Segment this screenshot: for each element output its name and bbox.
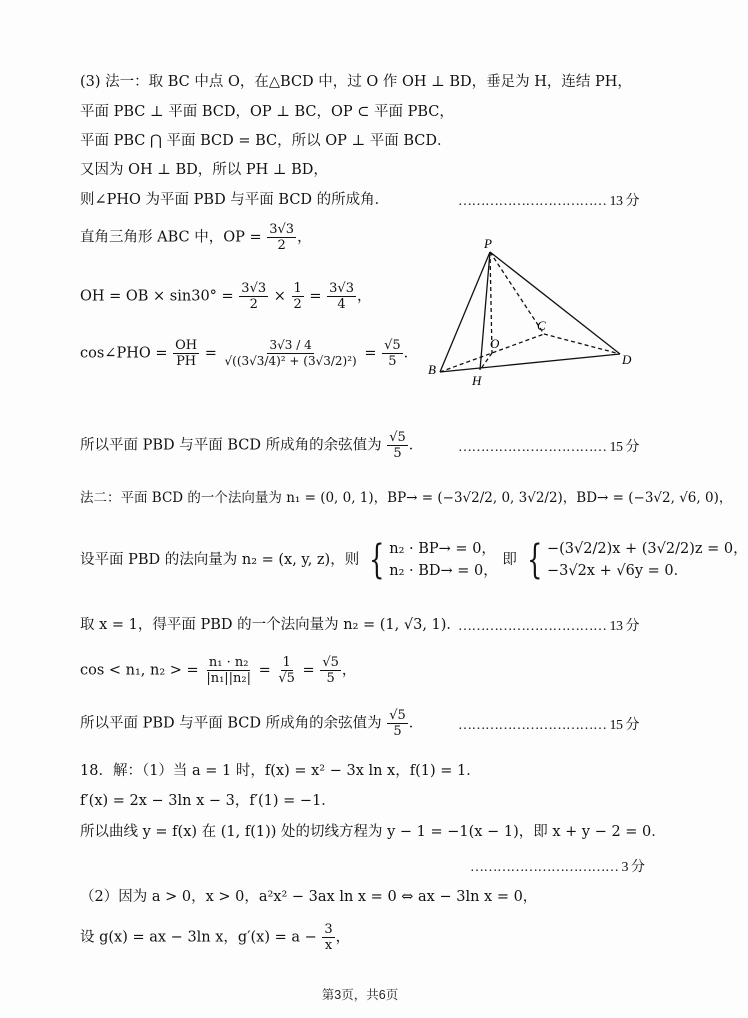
line-q18-part1: 18．解：（1）当 a = 1 时，f(x) = x² − 3x ln x，f(1) = 1．	[80, 763, 481, 779]
line-ph-perp: 又因为 OH ⊥ BD，所以 PH ⊥ BD，	[80, 162, 328, 178]
line-g-def: 设 g(x) = ax − 3ln x，g′(x) = a − $\frac{3}{x}$ ，	[80, 922, 351, 953]
pyramid-figure	[420, 232, 650, 392]
line-q18-part2: （2）因为 a > 0，x > 0，a²x² − 3ax ln x = 0 ⇔ ax − 3ln x = 0，	[80, 889, 538, 905]
page-footer: 第3页，共6页	[321, 988, 399, 1002]
label-c: C	[537, 318, 546, 333]
line-derivative: f′(x) = 2x − 3ln x − 3，f′(1) = −1．	[80, 793, 336, 809]
score-15-b: …………………………… 15 分	[458, 718, 639, 733]
line-method2-vectors: 法二：平面 BCD 的一个法向量为 n₁ = (0, 0, 1)，BP→ = (−3√2/2, 0, 3√2/2)，BD→ = (−3√2, √6, 0)，	[80, 490, 733, 506]
line-cos-pho: cos∠PHO = $\frac{OH}{PH}$ = $\frac{3√3 / 4}{\text{√((3√3/4)² + (3√3/2)²)}}$ = $\frac{√5}{5}$ ．	[80, 338, 419, 369]
line-angle-def: 则∠PHO 为平面 PBD 与平面 BCD 的所成角．	[80, 192, 390, 208]
line-normal-system: 设平面 PBD 的法向量为 n₂ = (x, y, z)，则 { n₂ · BP→ = 0， n₂ · BD→ = 0， 即 { −(3√2/2)x + (3√2/2)z = 0， −3√2x + √6y = 0．	[80, 537, 748, 583]
score-3: …………………………… 3 分	[470, 860, 645, 875]
label-b: B	[428, 362, 436, 377]
line-result-2: 所以平面 PBD 与平面 BCD 所成角的余弦值为 $\frac{√5}{5}$ ．	[80, 708, 424, 739]
line-cos-n1n2: cos < n₁, n₂ > = $\frac{\text{n₁ · n₂}}{\text{|n₁||n₂|}}$ = $\frac{1}{√5}$ = $\frac{√5}{5}$ ，	[80, 655, 357, 686]
fraction-op: $\frac{3√3}{2}$	[269, 222, 295, 253]
line-op-perp: 平面 PBC ⋂ 平面 BCD = BC，所以 OP ⊥ 平面 BCD．	[80, 133, 452, 149]
line-op-value: 直角三角形 ABC 中，OP = $\frac{3√3}{2}$ ，	[80, 222, 312, 253]
score-13-b: …………………………… 13 分	[458, 619, 639, 634]
line-planes-perp: 平面 PBC ⊥ 平面 BCD，OP ⊥ BC，OP ⊂ 平面 PBC，	[80, 104, 454, 120]
line-normal-n2: 取 x = 1，得平面 PBD 的一个法向量为 n₂ = (1, √3, 1)．	[80, 617, 461, 633]
score-13-a: …………………………… 13 分	[458, 194, 639, 209]
label-h: H	[472, 373, 482, 388]
line-method1-intro: (3) 法一：取 BC 中点 O，在△BCD 中，过 O 作 OH ⊥ BD，垂足为 H，连结 PH，	[80, 74, 632, 90]
label-o: O	[490, 336, 500, 351]
line-result-1: 所以平面 PBD 与平面 BCD 所成角的余弦值为 $\frac{√5}{5}$ ．	[80, 430, 424, 461]
line-oh-value: OH = OB × sin30° = $\frac{3√3}{2}$ × $\frac{1}{2}$ = $\frac{3√3}{4}$ ，	[80, 281, 372, 312]
label-d: D	[622, 352, 632, 367]
line-tangent: 所以曲线 y = f(x) 在 (1, f(1)) 处的切线方程为 y − 1 = −1(x − 1)，即 x + y − 2 = 0．	[80, 824, 666, 840]
score-15-a: …………………………… 15 分	[458, 440, 639, 455]
label-p: P	[484, 236, 492, 251]
